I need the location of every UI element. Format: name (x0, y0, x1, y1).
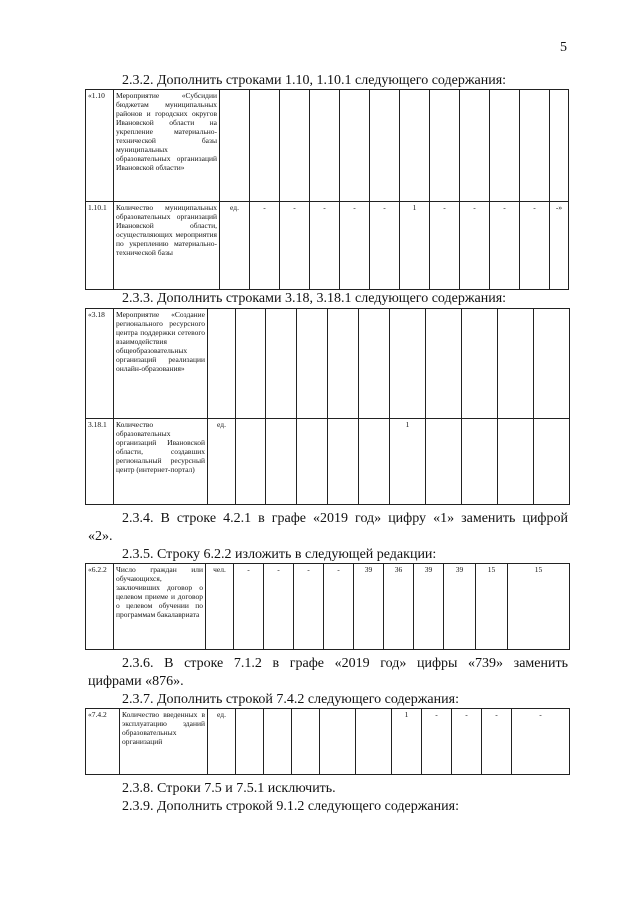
row-description: Количество образовательных организаций Ивановской области, создавших региональный ресурсный центр (интернет-портал) (114, 419, 208, 505)
value-cell (462, 419, 498, 505)
value-cell (550, 90, 569, 202)
row-number: «7.4.2 (86, 709, 120, 775)
value-cell (534, 309, 570, 419)
value-cell (292, 709, 320, 775)
row-number: «3.18 (86, 309, 114, 419)
table-1-10 (85, 89, 569, 290)
value-cell: - (294, 564, 324, 650)
value-cell: 1 (390, 419, 426, 505)
paragraph-2-3-2: 2.3.2. Дополнить строками 1.10, 1.10.1 следующего содержания: (122, 73, 507, 88)
value-cell: 39 (414, 564, 444, 650)
table-7-4-2 (85, 708, 570, 775)
value-cell: 15 (508, 564, 570, 650)
paragraph-2-3-3: 2.3.3. Дополнить строками 3.18, 3.18.1 следующего содержания: (122, 291, 507, 306)
value-cell: - (250, 202, 280, 290)
row-unit: чел. (206, 564, 234, 650)
paragraph-2-3-5: 2.3.5. Строку 6.2.2 изложить в следующей редакции: (122, 547, 437, 562)
row-description: Количество муниципальных образовательных организаций Ивановской области, осуществляющих мероприятия по укреплению материально-технической базы (114, 202, 220, 290)
value-cell (426, 309, 462, 419)
value-cell: -» (550, 202, 569, 290)
paragraph-2-3-6-line1: 2.3.6. В строке 7.1.2 в графе «2019 год» цифры «739» заменить (122, 656, 568, 671)
value-cell (266, 419, 297, 505)
value-cell (490, 90, 520, 202)
row-unit (208, 309, 236, 419)
value-cell (430, 90, 460, 202)
value-cell (426, 419, 462, 505)
row-unit: ед. (220, 202, 250, 290)
value-cell: 1 (400, 202, 430, 290)
value-cell: 15 (476, 564, 508, 650)
value-cell (462, 309, 498, 419)
value-cell (370, 90, 400, 202)
value-cell (297, 419, 328, 505)
value-cell (266, 309, 297, 419)
value-cell: 36 (384, 564, 414, 650)
table-row (86, 419, 570, 505)
value-cell: - (490, 202, 520, 290)
value-cell (264, 709, 292, 775)
table-row (86, 309, 570, 419)
value-cell (236, 309, 266, 419)
value-cell (400, 90, 430, 202)
table-3-18 (85, 308, 570, 505)
value-cell: - (324, 564, 354, 650)
value-cell (320, 709, 356, 775)
table-6-2-2 (85, 563, 570, 650)
value-cell: 1 (392, 709, 422, 775)
value-cell (236, 709, 264, 775)
row-number: «6.2.2 (86, 564, 114, 650)
value-cell (297, 309, 328, 419)
paragraph-2-3-4-line2: «2». (88, 529, 113, 544)
value-cell (520, 90, 550, 202)
value-cell: - (520, 202, 550, 290)
value-cell: - (370, 202, 400, 290)
value-cell (356, 709, 392, 775)
value-cell: - (422, 709, 452, 775)
row-number: 3.18.1 (86, 419, 114, 505)
row-unit: ед. (208, 419, 236, 505)
value-cell: - (234, 564, 264, 650)
row-number: 1.10.1 (86, 202, 114, 290)
value-cell (310, 90, 340, 202)
row-description: Количество введенных в эксплуатацию зданий образовательных организаций (120, 709, 208, 775)
paragraph-2-3-9: 2.3.9. Дополнить строкой 9.1.2 следующего содержания: (122, 799, 459, 814)
value-cell (460, 90, 490, 202)
paragraph-2-3-7: 2.3.7. Дополнить строкой 7.4.2 следующего содержания: (122, 692, 459, 707)
value-cell (280, 90, 310, 202)
row-number: «1.10 (86, 90, 114, 202)
paragraph-2-3-4-line1: 2.3.4. В строке 4.2.1 в графе «2019 год» цифру «1» заменить цифрой (122, 511, 568, 526)
value-cell (328, 309, 359, 419)
value-cell: 39 (444, 564, 476, 650)
value-cell (340, 90, 370, 202)
value-cell: 39 (354, 564, 384, 650)
row-unit: ед. (208, 709, 236, 775)
value-cell (328, 419, 359, 505)
table-row (86, 202, 569, 290)
value-cell (359, 419, 390, 505)
value-cell (236, 419, 266, 505)
value-cell (498, 309, 534, 419)
row-description: Число граждан или обучающихся, заключивших договор о целевом приеме и договор о целевом обучении по программам бакалавриата (114, 564, 206, 650)
value-cell: - (310, 202, 340, 290)
page-number: 5 (560, 40, 567, 55)
value-cell (359, 309, 390, 419)
value-cell: - (452, 709, 482, 775)
row-description: Мероприятие «Создание регионального ресурсного центра поддержки сетевого взаимодействия общеобразовательных организаций реализации онлайн-образования» (114, 309, 208, 419)
value-cell: - (512, 709, 570, 775)
table-row (86, 564, 570, 650)
paragraph-2-3-6-line2: цифрами «876». (88, 674, 184, 689)
row-description: Мероприятие «Субсидии бюджетам муниципальных районов и городских округов Ивановской области на укрепление материально-технической базы муниципальных образовательных организаций Ивановской области» (114, 90, 220, 202)
table-row (86, 90, 569, 202)
paragraph-2-3-8: 2.3.8. Строки 7.5 и 7.5.1 исключить. (122, 781, 336, 796)
value-cell: - (430, 202, 460, 290)
value-cell: - (264, 564, 294, 650)
value-cell (498, 419, 534, 505)
value-cell: - (280, 202, 310, 290)
row-unit (220, 90, 250, 202)
value-cell: - (482, 709, 512, 775)
value-cell: - (340, 202, 370, 290)
value-cell (390, 309, 426, 419)
table-row (86, 709, 570, 775)
value-cell (250, 90, 280, 202)
value-cell: - (460, 202, 490, 290)
value-cell (534, 419, 570, 505)
